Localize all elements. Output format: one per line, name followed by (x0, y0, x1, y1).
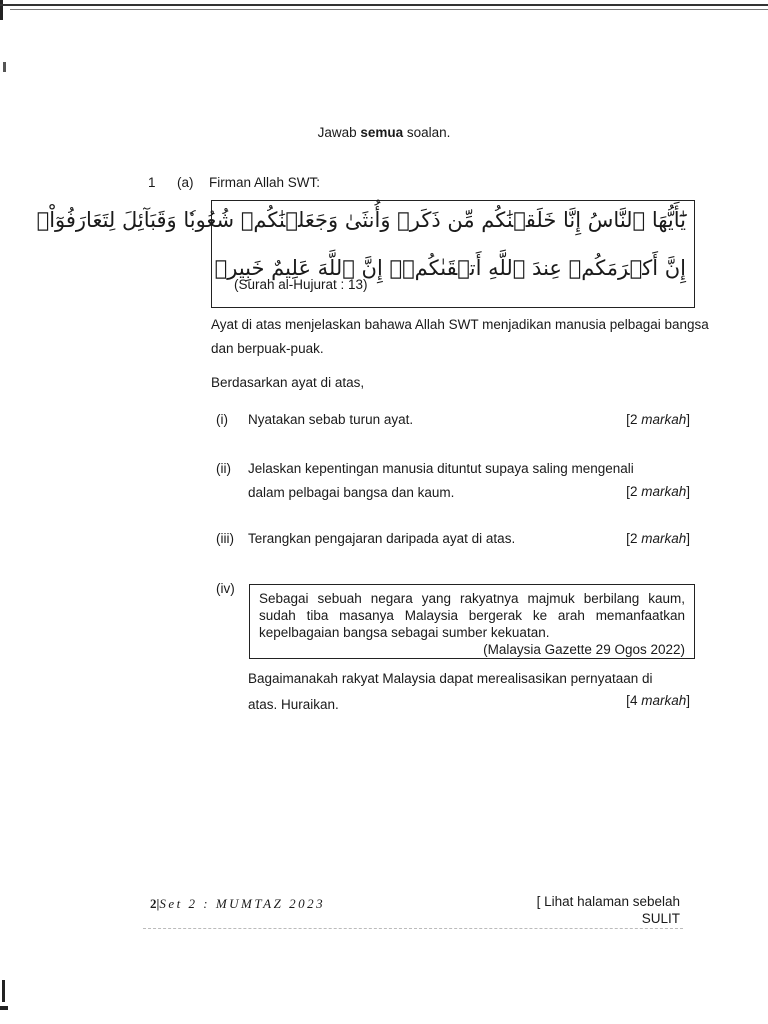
footer-rule (143, 928, 683, 929)
set-label: Set 2 : MUMTAZ 2023 (159, 896, 326, 911)
subquestion-number: (iv) (216, 581, 235, 596)
subquestion-text: Bagaimanakah rakyat Malaysia dapat merealisasikan pernyataan di atas. Huraikan. (248, 671, 653, 712)
instruction-emphasis: semua (360, 125, 404, 140)
question-intro: Firman Allah SWT: (209, 175, 321, 190)
ayat-arabic-line-1: يَٰٓأَيُّهَا ٱلنَّاسُ إِنَّا خَلَقۡنَٰكُم مِّن ذَكَرٖ وَأُنثَىٰ وَجَعَلۡنَٰكُمۡ شُعُوبٗا وَقَبَآئِلَ لِتَعَارَفُوٓاْۚ (36, 208, 686, 232)
next-page-note: [ Lihat halaman sebelah (536, 894, 680, 909)
quote-text: Sebagai sebuah negara yang rakyatnya majmuk berbilang kaum, sudah tiba masanya Malaysia bergerak ke arah memanfaatkan kepelbagaian bangsa sebagai sumber kekuatan. (259, 591, 685, 640)
header-rule-secondary (10, 9, 768, 10)
question-part: (a) (177, 175, 194, 190)
scan-bottom-mark (0, 980, 9, 1024)
marks-label: [2 markah] (626, 484, 690, 499)
page-number: 2 (150, 896, 157, 911)
subquestion-number: (iii) (216, 531, 234, 546)
surah-reference: (Surah al-Hujurat : 13) (234, 277, 368, 292)
ayat-arabic-line-2: إِنَّ أَكۡرَمَكُمۡ عِندَ ٱللَّهِ أَتۡقَىٰكُمۡۚ إِنَّ ٱللَّهَ عَلِيمٌ خَبِيرٞ (214, 256, 686, 280)
header-rule (0, 4, 768, 6)
ayat-explanation: Ayat di atas menjelaskan bahawa Allah SWT menjadikan manusia pelbagai bangsa dan berpuak-puak. (211, 317, 709, 356)
scan-edge-mark (3, 62, 6, 72)
footer-page-info: 2|Set 2 : MUMTAZ 2023 (150, 896, 326, 911)
footer-right (537, 893, 680, 927)
subquestion-number: (i) (216, 412, 228, 427)
marks-label: [4 markah] (626, 693, 690, 708)
subquestion-text: Jelaskan kepentingan manusia dituntut supaya saling mengenali dalam pelbagai bangsa dan kaum. (248, 461, 634, 500)
classification-label: SULIT (641, 911, 680, 926)
marks-label: [2 markah] (626, 531, 690, 546)
marks-label: [2 markah] (626, 412, 690, 427)
instruction: Jawab semua soalan. (317, 125, 451, 140)
based-on-text: Berdasarkan ayat di atas, (211, 375, 365, 390)
subquestion-number: (ii) (216, 461, 231, 476)
subquestion-text: Nyatakan sebab turun ayat. (248, 412, 414, 427)
quote-source: (Malaysia Gazette 29 Ogos 2022) (483, 642, 685, 657)
question-number: 1 (148, 175, 156, 190)
subquestion-text: Terangkan pengajaran daripada ayat di atas. (248, 531, 516, 546)
quote-box (249, 584, 695, 659)
ayat-box (36, 200, 695, 308)
scan-corner-mark (0, 0, 3, 20)
